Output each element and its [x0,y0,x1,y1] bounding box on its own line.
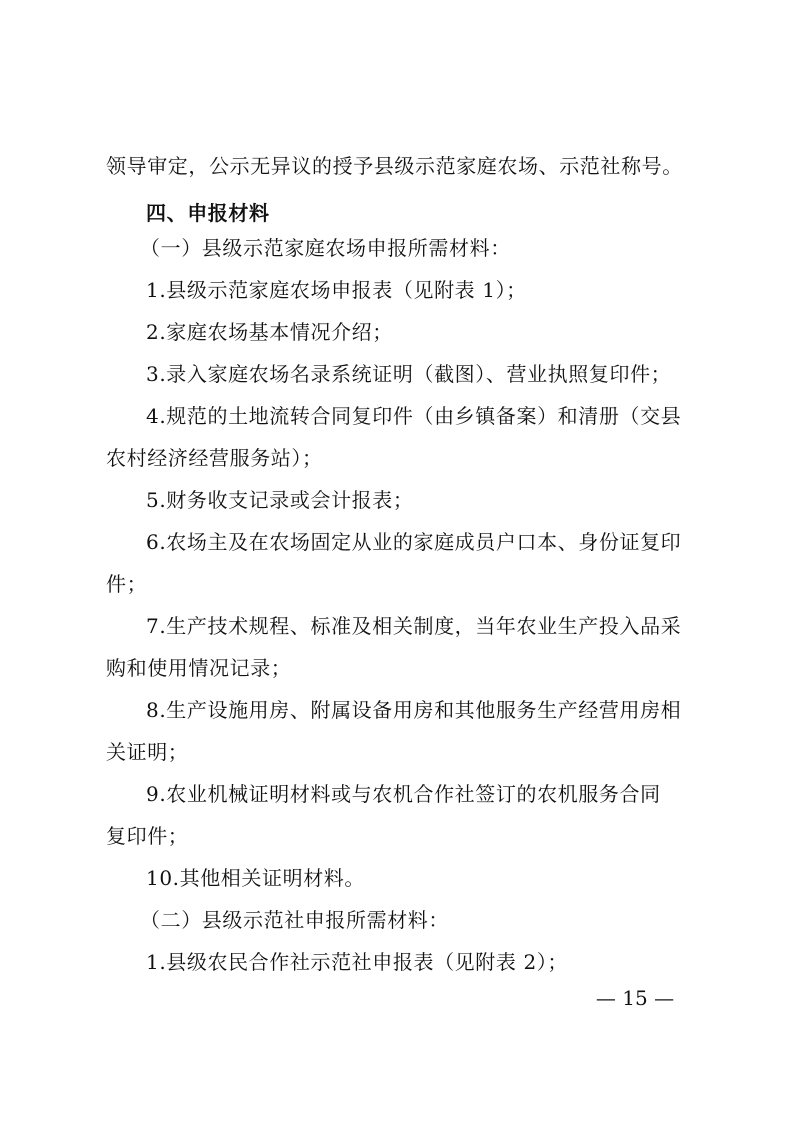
page-number: — 15 — [595,986,675,1010]
section-heading: 四、申报材料 [146,201,270,225]
list-item-continuation: 购和使用情况记录； [106,656,292,680]
list-item-continuation: 关证明； [106,740,189,764]
list-item: 9.农业机械证明材料或与农机合作社签订的农机服务合同 [146,782,661,806]
subsection-heading: （一）县级示范家庭农场申报所需材料： [140,236,511,260]
list-item: 7.生产技术规程、标准及相关制度，当年农业生产投入品采 [146,614,682,638]
list-item: 2.家庭农场基本情况介绍； [146,320,393,344]
list-item: 8.生产设施用房、附属设备用房和其他服务生产经营用房相 [146,698,682,722]
list-item: 10.其他相关证明材料。 [146,866,366,890]
list-item-continuation: 件； [106,572,148,596]
list-item-continuation: 复印件； [106,824,189,848]
list-item: 5.财务收支记录或会计报表； [146,488,414,512]
paragraph-line: 领导审定，公示无异议的授予县级示范家庭农场、示范社称号。 [106,154,683,178]
subsection-heading: （二）县级示范社申报所需材料： [140,908,449,932]
list-item: 1.县级示范家庭农场申报表（见附表 1）； [146,278,527,302]
list-item: 4.规范的土地流转合同复印件（由乡镇备案）和清册（交县 [146,404,682,428]
list-item-continuation: 农村经济经营服务站）； [106,446,323,470]
list-item: 3.录入家庭农场名录系统证明（截图）、营业执照复印件； [146,362,672,386]
list-item: 1.县级农民合作社示范社申报表（见附表 2）； [146,950,568,974]
list-item: 6.农场主及在农场固定从业的家庭成员户口本、身份证复印 [146,530,682,554]
